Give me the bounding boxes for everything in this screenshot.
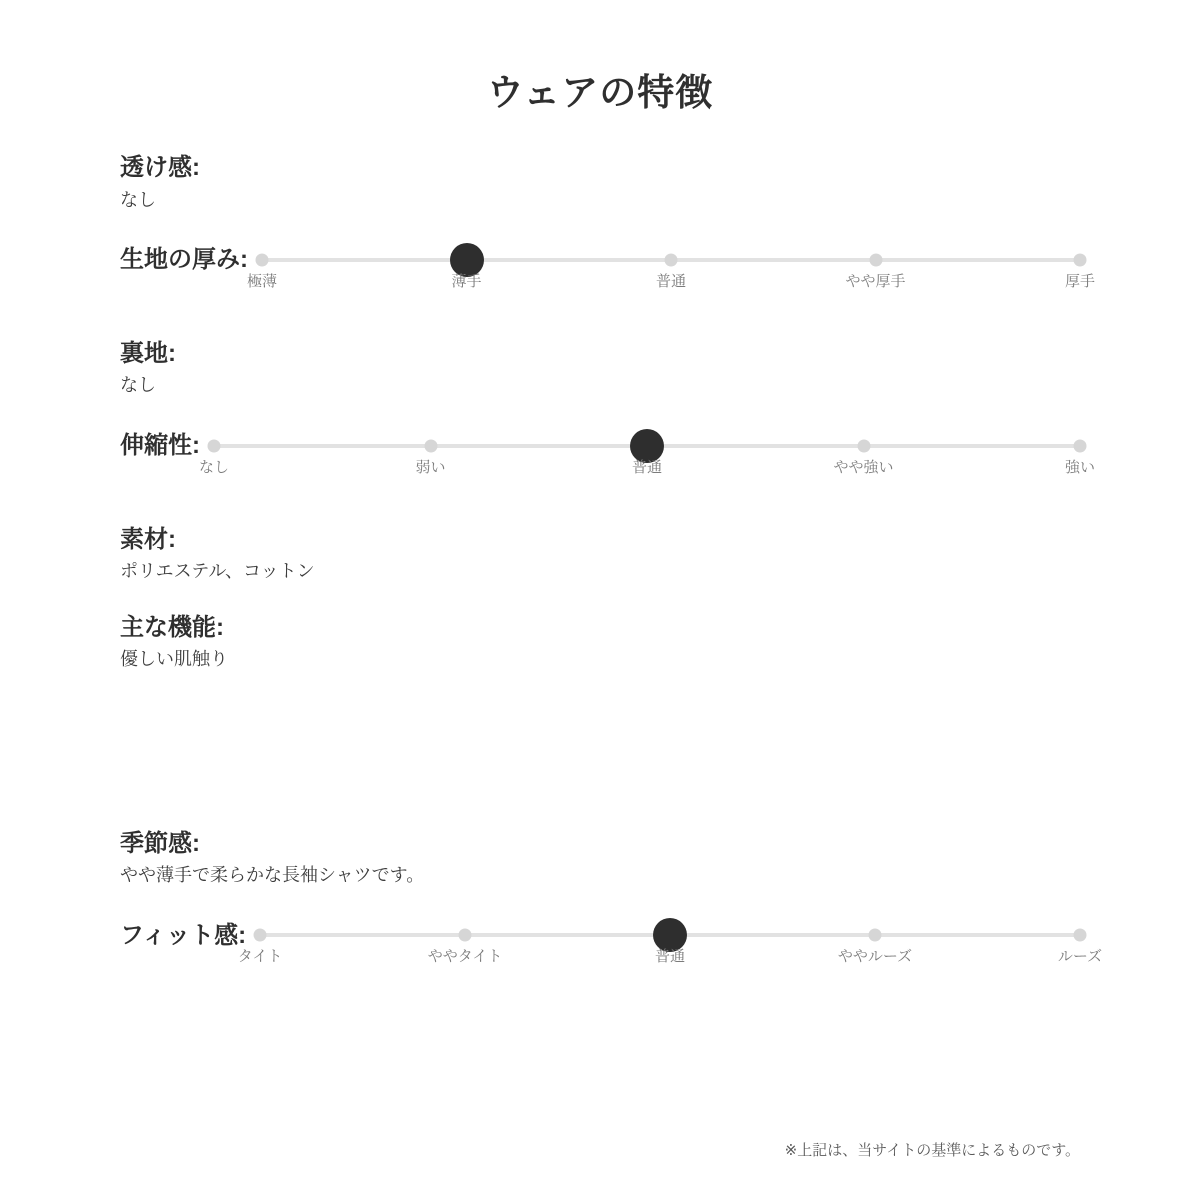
- section-seasonality: [120, 830, 1080, 888]
- section-seasonality-value: やや薄手で柔らかな長袖シャツです。: [120, 865, 425, 886]
- slider-option-label: 極薄: [246, 272, 278, 290]
- footer-note: ※上記は、当サイトの基準によるものです。: [784, 1142, 1080, 1160]
- section-stretchability: [120, 428, 1096, 476]
- slider-option-label: 厚手: [1064, 272, 1096, 290]
- section-sheerness: [120, 154, 1080, 212]
- section-lining: [120, 340, 1080, 398]
- slider-option-label: やや厚手: [845, 272, 906, 290]
- section-fit: [120, 917, 1103, 966]
- slider-option-label: 強い: [1064, 458, 1096, 476]
- slider-dot: [869, 929, 882, 942]
- section-stretchability-label: 伸縮性:: [120, 431, 200, 459]
- slider-option-label: 普通: [655, 272, 687, 290]
- section-lining-label: 裏地:: [120, 339, 176, 367]
- slider-option-label: タイト: [237, 948, 283, 966]
- slider-dot: [254, 929, 267, 942]
- slider-option-label: ルーズ: [1057, 948, 1103, 966]
- slider-dot: [1074, 929, 1087, 942]
- slider-dot: [459, 929, 472, 942]
- section-sheerness-value: なし: [120, 189, 156, 210]
- slider-dot: [857, 439, 870, 452]
- slider-option-label: 弱い: [415, 458, 446, 476]
- section-material-label: 素材:: [120, 525, 176, 553]
- slider-dot: [1074, 253, 1087, 266]
- slider-dot: [256, 253, 269, 266]
- section-material-value: ポリエステル、コットン: [120, 561, 315, 582]
- slider-dot: [1074, 439, 1087, 452]
- slider-option-label: ややルーズ: [837, 948, 913, 966]
- section-fit-label: フィット感:: [120, 921, 247, 949]
- section-fabric-thickness-label: 生地の厚み:: [120, 246, 248, 274]
- slider-dot: [424, 439, 437, 452]
- section-fabric-thickness: [120, 242, 1096, 290]
- section-seasonality-label: 季節感:: [120, 829, 200, 857]
- slider-option-label: 薄手: [451, 272, 482, 290]
- slider-option-label: なし: [198, 458, 230, 476]
- section-main-function-value: 優しい肌触り: [120, 649, 228, 670]
- section-main-function: [120, 614, 1080, 672]
- slider-dot: [665, 253, 678, 266]
- fabric-thickness-slider: [246, 242, 1096, 290]
- section-sheerness-label: 透け感:: [120, 154, 200, 181]
- section-lining-value: なし: [120, 375, 156, 396]
- section-main-function-label: 主な機能:: [120, 613, 224, 641]
- stretchability-slider: [198, 428, 1096, 476]
- slider-option-label: ややタイト: [427, 948, 503, 966]
- slider-option-label: 普通: [631, 458, 663, 476]
- slider-option-label: 普通: [655, 948, 686, 966]
- page-title: ウェアの特徴: [486, 72, 714, 113]
- slider-option-label: やや強い: [833, 458, 894, 476]
- fit-slider: [237, 917, 1103, 966]
- section-material: [120, 526, 1080, 584]
- slider-dot: [869, 253, 882, 266]
- slider-dot: [208, 439, 221, 452]
